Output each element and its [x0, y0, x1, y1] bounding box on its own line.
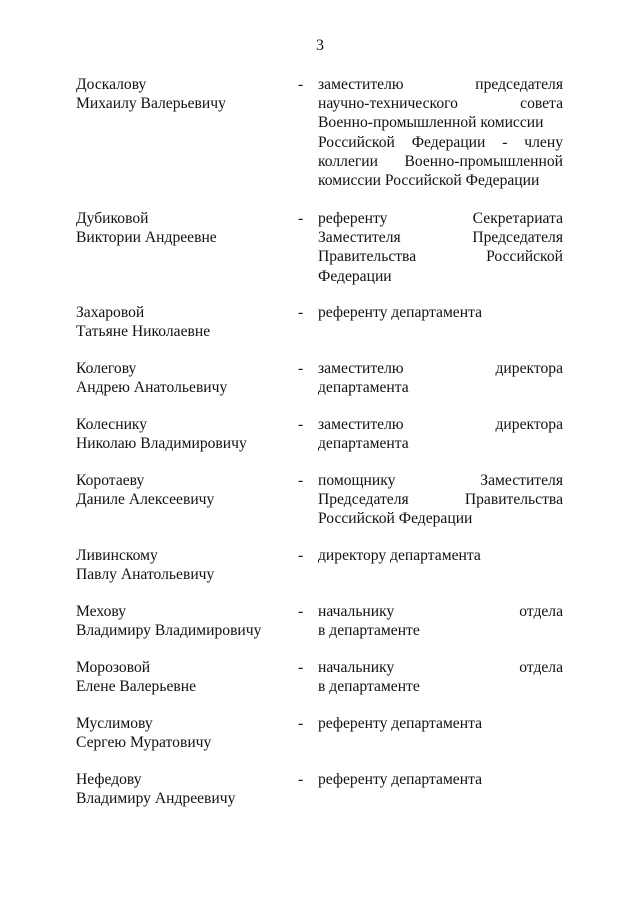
dash-separator: - — [298, 304, 304, 321]
person-name — [76, 359, 291, 397]
position-title — [318, 658, 563, 696]
position-line: начальнику отдела — [318, 603, 563, 620]
position-line: референту департамента — [318, 304, 483, 321]
person-surname: Муслимову — [76, 715, 153, 732]
position-title — [318, 471, 563, 529]
position-line: помощнику Заместителя — [318, 472, 563, 489]
person-given-names: Даниле Алексеевичу — [76, 491, 215, 509]
dash-separator: - — [298, 547, 304, 564]
person-surname: Доскалову — [76, 76, 147, 93]
position-line: директору департамента — [318, 547, 481, 564]
position-title — [318, 714, 563, 733]
person-name — [76, 770, 291, 808]
person-given-names: Татьяне Николаевне — [76, 323, 211, 341]
person-surname: Мехову — [76, 603, 127, 620]
dash-separator: - — [298, 715, 304, 732]
position-title — [318, 209, 563, 286]
person-given-names: Елене Валерьевне — [76, 678, 197, 696]
position-line: Федерации — [318, 267, 392, 285]
person-name — [76, 75, 291, 113]
person-surname: Нефедову — [76, 771, 142, 788]
person-name — [76, 658, 291, 696]
dash-separator: - — [298, 210, 304, 227]
dash-separator: - — [298, 771, 304, 788]
dash-separator: - — [298, 472, 304, 489]
position-line: в департаменте — [318, 622, 420, 640]
person-surname: Дубиковой — [76, 210, 149, 227]
position-title — [318, 770, 563, 789]
position-line: Председателя Правительства — [318, 491, 563, 509]
position-line: заместителю председателя — [318, 76, 563, 93]
person-surname: Коротаеву — [76, 472, 145, 489]
person-surname: Колеснику — [76, 416, 148, 433]
position-title — [318, 602, 563, 640]
position-line: Российской Федерации - члену — [318, 133, 563, 151]
person-given-names: Виктории Андреевне — [76, 229, 217, 247]
position-line: Российской Федерации — [318, 510, 473, 528]
person-surname: Захаровой — [76, 304, 145, 321]
position-line: Военно-промышленной комиссии — [318, 114, 544, 132]
dash-separator: - — [298, 603, 304, 620]
position-line: референту департамента — [318, 771, 483, 788]
dash-separator: - — [298, 416, 304, 433]
person-surname: Колегову — [76, 360, 137, 377]
position-line: департамента — [318, 435, 409, 453]
position-line: начальнику отдела — [318, 659, 563, 676]
person-given-names: Михаилу Валерьевичу — [76, 95, 226, 113]
person-given-names: Владимиру Андреевичу — [76, 790, 236, 808]
person-surname: Ливинскому — [76, 547, 158, 564]
person-name — [76, 602, 291, 640]
position-line: комиссии Российской Федерации — [318, 172, 540, 190]
position-line: референту Секретариата — [318, 210, 563, 227]
person-name — [76, 471, 291, 509]
person-given-names: Владимиру Владимировичу — [76, 622, 262, 640]
position-title — [318, 415, 563, 453]
position-line: заместителю директора — [318, 416, 563, 433]
person-given-names: Сергею Муратовичу — [76, 734, 212, 752]
position-line: в департаменте — [318, 678, 420, 696]
position-line: коллегии Военно-промышленной — [318, 152, 563, 170]
position-line: Правительства Российской — [318, 248, 563, 266]
person-name — [76, 303, 291, 341]
position-title — [318, 546, 563, 565]
position-title — [318, 303, 563, 322]
page-number: 3 — [316, 37, 324, 54]
person-given-names: Николаю Владимировичу — [76, 435, 247, 453]
dash-separator: - — [298, 659, 304, 676]
person-name — [76, 714, 291, 752]
position-line: научно-технического совета — [318, 95, 563, 113]
position-line: Заместителя Председателя — [318, 229, 563, 247]
person-name — [76, 546, 291, 584]
position-title — [318, 75, 563, 190]
dash-separator: - — [298, 360, 304, 377]
position-line: заместителю директора — [318, 360, 563, 377]
position-line: референту департамента — [318, 715, 483, 732]
position-title — [318, 359, 563, 397]
person-name — [76, 415, 291, 453]
person-given-names: Андрею Анатольевичу — [76, 379, 228, 397]
person-surname: Морозовой — [76, 659, 151, 676]
person-given-names: Павлу Анатольевичу — [76, 566, 215, 584]
dash-separator: - — [298, 76, 304, 93]
person-name — [76, 209, 291, 247]
position-line: департамента — [318, 379, 409, 397]
